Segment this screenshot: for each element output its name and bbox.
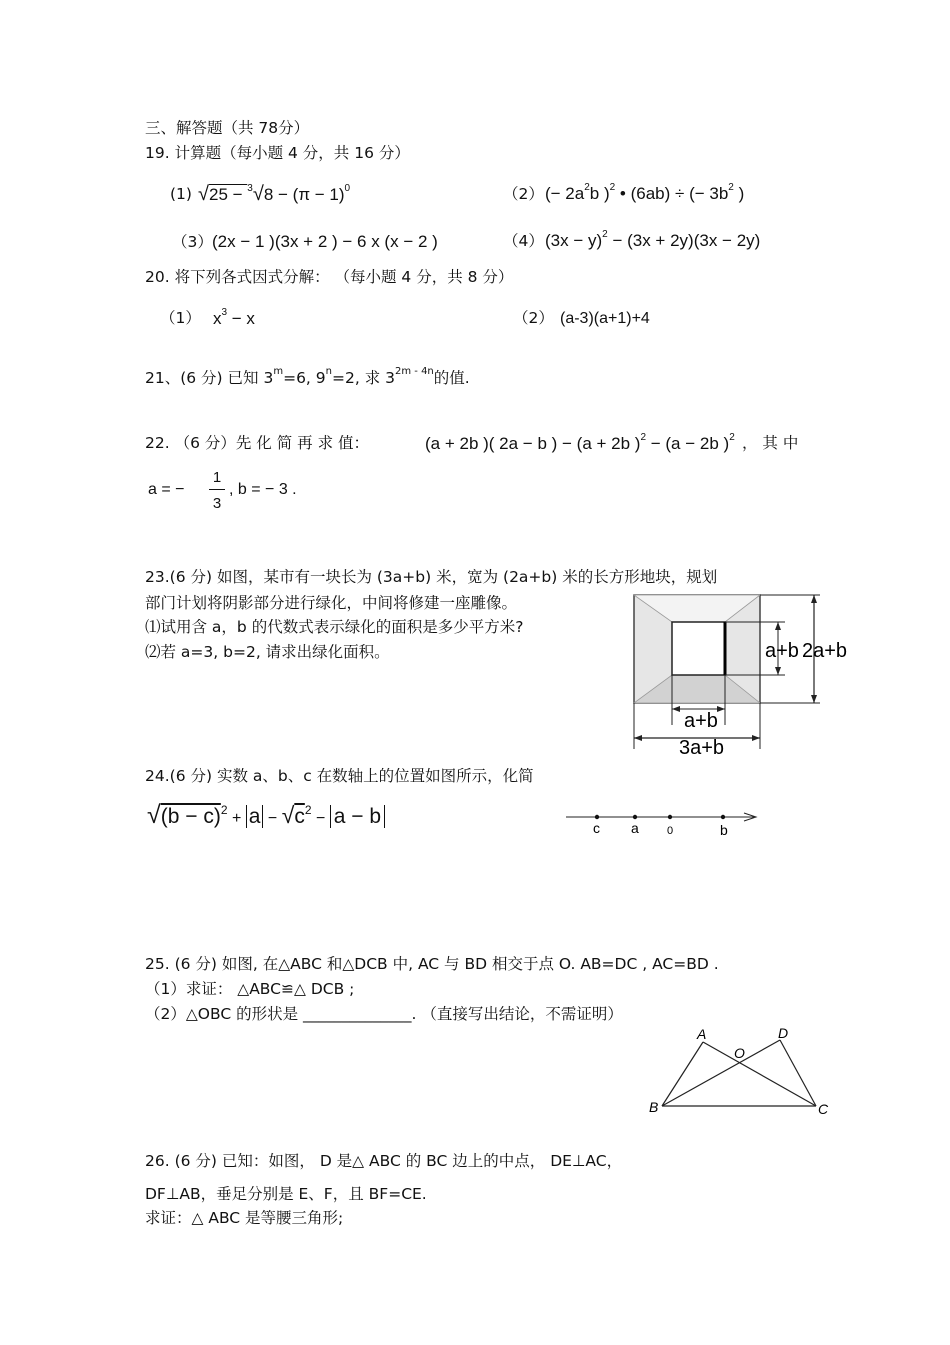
q19-p2-exp-b: 2	[609, 182, 616, 193]
label-outer-height: 2a+b	[802, 640, 848, 662]
q22-frac-den: 3	[212, 495, 222, 512]
sqrt-sign: √	[198, 183, 209, 205]
q22-part-b: − (a − 2b )	[646, 434, 730, 453]
q24-line1: 24.(6 分) 实数 a、b、c 在数轴上的位置如图所示，化简	[145, 767, 534, 785]
q20-p1-part-a: x	[213, 309, 222, 328]
q23-figure	[620, 585, 860, 765]
q24-part-c: −	[263, 810, 282, 827]
q26-line3: 求证：△ ABC 是等腰三角形;	[145, 1209, 344, 1227]
label-zero: 0	[667, 825, 674, 837]
q22-exp-b: 2	[729, 432, 735, 443]
q19-p2-expression	[545, 182, 745, 203]
q22-expression	[425, 432, 735, 453]
vertex-A: A	[697, 1026, 707, 1042]
q19-p2-exp-c: 2	[728, 182, 734, 193]
q25-line3	[145, 1007, 623, 1023]
label-outer-width: 3a+b	[679, 737, 725, 759]
q21-part-a: 21、(6 分) 已知 3	[145, 369, 274, 387]
q19-header: 19. 计算题（每小题 4 分，共 16 分）	[145, 144, 410, 162]
vertex-C: C	[818, 1101, 829, 1117]
q20-p1-label: （1）	[160, 309, 201, 327]
q19-p4-exp: 2	[602, 229, 608, 240]
section-title: 三、解答题（共 78分）	[145, 119, 310, 137]
vertex-D: D	[778, 1025, 789, 1041]
q20-p1-expression	[213, 307, 255, 328]
q22-prompt: 22. （6 分）先 化 简 再 求 值：	[145, 434, 370, 452]
q22-cond-a: a = −	[148, 481, 185, 498]
q19-p2-exp-a: 2	[584, 182, 590, 193]
label-inner-height: a+b	[765, 640, 799, 662]
point-a	[633, 815, 637, 819]
segment-AB	[662, 1042, 703, 1106]
q25-line3-b: . （直接写出结论，不需证明）	[411, 1005, 623, 1023]
q23-line3: ⑴试用含 a，b 的代数式表示绿化的面积是多少平方米?	[145, 618, 524, 636]
segment-BD	[662, 1040, 780, 1106]
q21-line	[145, 366, 470, 387]
label-b: b	[720, 822, 728, 838]
q19-p1-label: (1)	[170, 185, 192, 203]
q20-p1-part-b: − x	[227, 309, 255, 328]
arrow-down	[811, 695, 817, 703]
q21-exp-n: n	[325, 366, 332, 377]
q19-p4-label: （4）	[503, 232, 544, 250]
sqrt-sign: √	[281, 802, 295, 828]
point-zero	[668, 815, 672, 819]
q22-cond-b: , b = − 3 .	[229, 481, 297, 498]
q21-part-c: =2, 求 3	[332, 369, 395, 387]
q19-p4-part-a: (3x − y)	[545, 231, 603, 250]
q24-part-a: (b − c)	[160, 805, 221, 828]
label-a: a	[631, 820, 639, 836]
q24-sqrt-c: c	[294, 805, 305, 828]
q22-tail: ， 其 中	[742, 434, 799, 452]
q25-figure	[640, 1020, 840, 1125]
q19-p3-label: （3）	[172, 233, 213, 251]
arrow-right	[717, 706, 725, 712]
q19-p4-expression	[545, 229, 761, 250]
arrow-down	[775, 667, 781, 675]
arrow-up	[811, 595, 817, 603]
q25-line1: 25. (6 分) 如图, 在△ABC 和△DCB 中, AC 与 BD 相交于点 O. AB=DC , AC=BD .	[145, 955, 719, 973]
q20-p2-label: （2）	[513, 309, 554, 327]
q20-header: 20. 将下列各式因式分解： （每小题 4 分，共 8 分）	[145, 268, 514, 286]
sqrt-sign: √	[147, 801, 161, 829]
q23-line1: 23.(6 分) 如图，某市有一块长为 (3a+b) 米，宽为 (2a+b) 米的长方形地块，规划	[145, 568, 718, 586]
q22-part-a: (a + 2b )( 2a − b ) − (a + 2b )	[425, 434, 641, 453]
q24-abs-a: a	[246, 805, 264, 828]
answer-blank: ______________	[303, 1005, 412, 1023]
q24-exp-a: 2	[220, 803, 228, 817]
q21-part-d: 的值.	[433, 369, 470, 387]
q25-line2: （1）求证： △ABC≌△ DCB ;	[145, 980, 355, 998]
q23-line4: ⑵若 a=3, b=2, 请求出绿化面积。	[145, 643, 390, 661]
point-O: O	[734, 1045, 745, 1061]
q25-line3-a: （2）△OBC 的形状是	[145, 1005, 304, 1023]
q22-exp-a: 2	[640, 432, 647, 443]
q22-frac-bar	[209, 489, 225, 490]
q20-p1-exp: 3	[221, 307, 228, 318]
q19-p2-part-b: b )	[589, 184, 610, 203]
q19-p2-part-d: )	[733, 184, 745, 203]
q24-expression	[147, 803, 385, 828]
q24-abs-ab: a − b	[330, 805, 385, 828]
q20-p2-expression: (a-3)(a+1)+4	[560, 310, 650, 327]
arrow-right	[752, 735, 760, 741]
q19-p4-part-b: − (3x + 2y)(3x − 2y)	[607, 231, 761, 250]
vertex-B: B	[649, 1099, 659, 1115]
q24-part-b: +	[227, 810, 246, 827]
q19-p3-expression: (2x − 1 )(3x + 2 ) − 6 x (x − 2 )	[212, 232, 438, 251]
statue-square	[672, 622, 725, 675]
q24-part-d: −	[311, 810, 330, 827]
q19-p1-part-b: 8 − (π − 1)	[263, 185, 345, 204]
q23-line2: 部门计划将阴影部分进行绿化，中间将修建一座雕像。	[145, 594, 518, 612]
q19-p2-part-a: (− 2a	[545, 184, 585, 203]
q26-line2: DF⊥AB，垂足分别是 E、F，且 BF=CE.	[145, 1185, 427, 1203]
arrow-left	[672, 706, 680, 712]
q21-exp-2m4n: 2m - 4n	[395, 366, 434, 377]
label-inner-width: a+b	[684, 710, 718, 732]
q21-exp-m: m	[273, 366, 284, 377]
arrow-up	[775, 622, 781, 630]
q24-exp-c: 2	[304, 803, 312, 817]
q19-p1-expression	[198, 184, 350, 204]
q19-p2-part-c: • (6ab) ÷ (− 3b	[615, 184, 729, 203]
label-c: c	[593, 820, 600, 836]
q19-p1-exp: 0	[344, 183, 351, 194]
q26-line1: 26. (6 分) 已知：如图， D 是△ ABC 的 BC 边上的中点， DE⊥AC，	[145, 1152, 623, 1170]
q19-p1-cube-index: 3	[247, 183, 253, 194]
q22-frac-num: 1	[212, 469, 222, 486]
arrow-left	[634, 735, 642, 741]
q19-p2-label: （2）	[503, 185, 544, 203]
point-b	[721, 815, 725, 819]
point-c	[595, 815, 599, 819]
q19-p1-part-a: 25 −	[208, 185, 248, 204]
number-line	[560, 805, 765, 845]
q21-part-b: =6, 9	[283, 369, 326, 387]
sqrt-sign-cube: √	[252, 183, 264, 205]
